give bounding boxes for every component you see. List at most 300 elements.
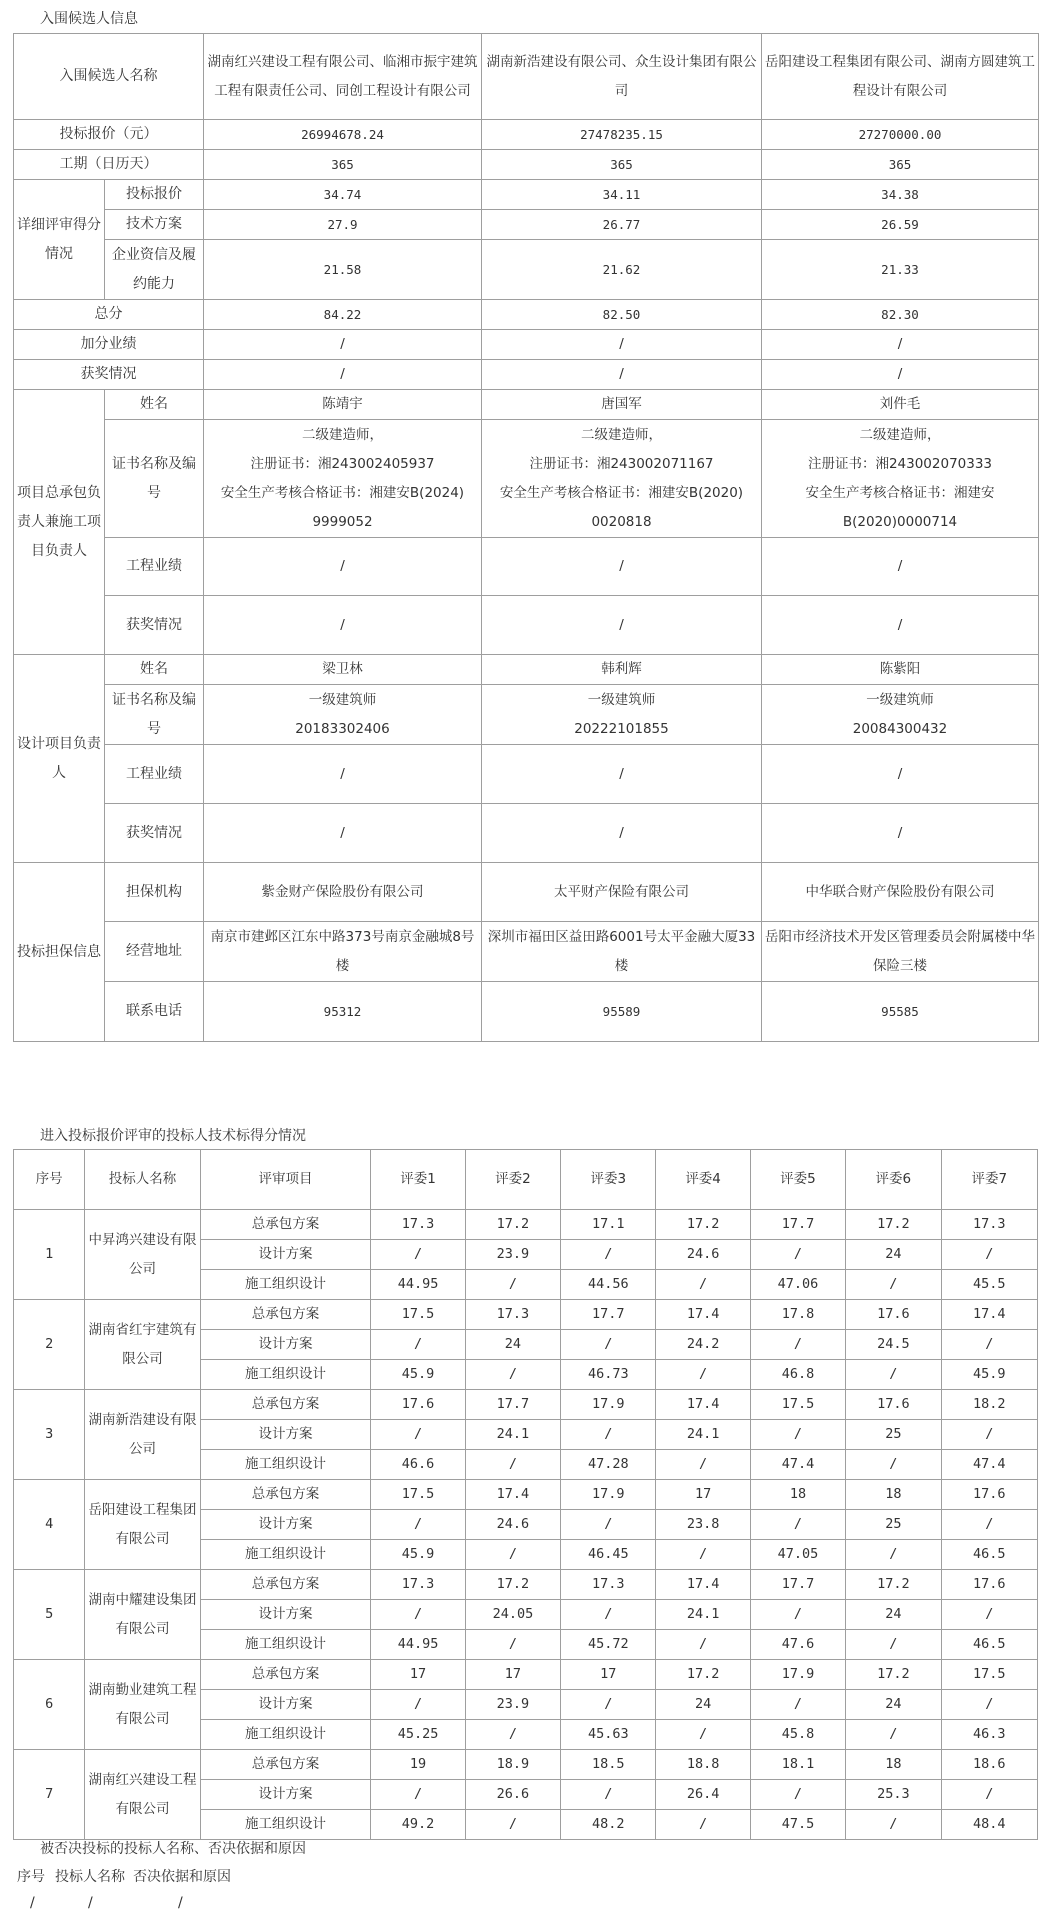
table-row (14, 180, 1039, 210)
judge-score: 44.56 (561, 1270, 656, 1300)
project-manager-name-label: 姓名 (105, 390, 204, 420)
bidder-name: 湖南红兴建设工程有限公司 (85, 1750, 200, 1840)
design-lead-name-value: 韩利辉 (482, 655, 762, 685)
table-row (14, 120, 1039, 150)
design-lead-cert-label: 证书名称及编号 (105, 685, 204, 745)
col-header-judge-1: 评委1 (371, 1150, 465, 1210)
bid-price-value: 26994678.24 (204, 120, 482, 150)
design-lead-perf-value: / (204, 745, 482, 804)
judge-score: / (465, 1630, 560, 1660)
judge-score: / (846, 1720, 941, 1750)
table-row (14, 596, 1039, 655)
guarantee-org-label: 担保机构 (105, 863, 204, 922)
project-manager-name-value: 刘件毛 (762, 390, 1039, 420)
judge-score: 45.9 (371, 1360, 465, 1390)
judge-score: / (750, 1780, 845, 1810)
duration-value: 365 (204, 150, 482, 180)
guarantee-addr-value: 南京市建邺区江东中路373号南京金融城8号楼 (204, 922, 482, 982)
project-manager-group-label: 项目总承包负责人兼施工项目负责人 (14, 390, 105, 655)
project-manager-perf-value: / (204, 538, 482, 596)
review-item-label: 设计方案 (200, 1420, 371, 1450)
table-row (14, 300, 1039, 330)
design-lead-perf-value: / (762, 745, 1039, 804)
candidate-name-2: 湖南新浩建设有限公司、众生设计集团有限公司 (482, 34, 762, 120)
judge-score: / (561, 1600, 656, 1630)
detail-score-value: 34.74 (204, 180, 482, 210)
rejected-header-name: 投标人名称 (55, 1869, 125, 1885)
judge-score: / (561, 1240, 656, 1270)
judge-score: / (656, 1720, 750, 1750)
table-row (14, 330, 1039, 360)
judge-score: 18.5 (561, 1750, 656, 1780)
design-lead-perf-value: / (482, 745, 762, 804)
design-lead-award-value: / (482, 804, 762, 863)
table-row (14, 1390, 1038, 1420)
judge-score: 24.6 (656, 1240, 750, 1270)
total-score-label: 总分 (14, 300, 204, 330)
review-item-label: 设计方案 (200, 1240, 371, 1270)
judge-score: 18.1 (750, 1750, 845, 1780)
rejected-value-reason: / (178, 1895, 183, 1911)
judge-score: 45.9 (371, 1540, 465, 1570)
detail-score-value: 34.11 (482, 180, 762, 210)
guarantee-org-value: 中华联合财产保险股份有限公司 (762, 863, 1039, 922)
judge-score: 17.2 (656, 1660, 750, 1690)
judge-score: 17.2 (846, 1570, 941, 1600)
judge-score: 17.4 (465, 1480, 560, 1510)
judge-score: / (465, 1450, 560, 1480)
detail-score-value: 27.9 (204, 210, 482, 240)
judge-score: / (371, 1330, 465, 1360)
judge-score: / (941, 1600, 1037, 1630)
table-row (14, 420, 1039, 538)
project-manager-perf-label: 工程业绩 (105, 538, 204, 596)
judge-score: 17.6 (371, 1390, 465, 1420)
judge-score: 17.7 (561, 1300, 656, 1330)
judge-score: 45.5 (941, 1270, 1037, 1300)
cell-line: 安全生产考核合格证书：湘建安B(2020) (499, 484, 744, 501)
detail-score-item-label: 投标报价 (105, 180, 204, 210)
judge-score: 17 (465, 1660, 560, 1690)
col-header-judge-6: 评委6 (846, 1150, 941, 1210)
judge-score: 17.8 (750, 1300, 845, 1330)
bonus-performance-value: / (482, 330, 762, 360)
judge-score: / (750, 1600, 845, 1630)
judge-score: 24 (656, 1690, 750, 1720)
review-item-label: 施工组织设计 (200, 1270, 371, 1300)
review-item-label: 总承包方案 (200, 1750, 371, 1780)
col-header-judge-5: 评委5 (750, 1150, 845, 1210)
judge-score: 17.2 (846, 1210, 941, 1240)
judge-score: 23.8 (656, 1510, 750, 1540)
guarantee-phone-value: 95589 (482, 982, 762, 1042)
judge-score: 17.3 (465, 1300, 560, 1330)
judge-score: / (371, 1690, 465, 1720)
judge-score: 17 (371, 1660, 465, 1690)
design-lead-cert-value (482, 685, 762, 745)
design-lead-name-value: 梁卫林 (204, 655, 482, 685)
judge-score: / (656, 1450, 750, 1480)
judge-score: 45.72 (561, 1630, 656, 1660)
judge-score: 24.5 (846, 1330, 941, 1360)
cell-line: 0020818 (591, 513, 652, 530)
project-manager-perf-value: / (762, 538, 1039, 596)
bid-price-value: 27478235.15 (482, 120, 762, 150)
judge-score: 45.8 (750, 1720, 845, 1750)
detail-score-item-label: 技术方案 (105, 210, 204, 240)
guarantee-org-value: 紫金财产保险股份有限公司 (204, 863, 482, 922)
judge-score: / (371, 1240, 465, 1270)
rejected-value-seq: / (30, 1895, 35, 1911)
review-item-label: 总承包方案 (200, 1390, 371, 1420)
judge-score: 17.2 (465, 1570, 560, 1600)
design-lead-award-value: / (204, 804, 482, 863)
judge-score: / (846, 1810, 941, 1840)
design-lead-perf-label: 工程业绩 (105, 745, 204, 804)
project-manager-cert-label: 证书名称及编号 (105, 420, 204, 538)
table-row (14, 538, 1039, 596)
project-manager-name-value: 唐国军 (482, 390, 762, 420)
judge-score: 46.6 (371, 1450, 465, 1480)
judge-score: 24.1 (656, 1600, 750, 1630)
project-manager-award-value: / (482, 596, 762, 655)
judge-score: / (750, 1420, 845, 1450)
design-lead-name-value: 陈紫阳 (762, 655, 1039, 685)
judge-score: 17.5 (371, 1480, 465, 1510)
judge-score: 46.5 (941, 1540, 1037, 1570)
judge-score: 17.4 (941, 1300, 1037, 1330)
judge-score: 24.1 (465, 1420, 560, 1450)
cell-line: 注册证书：湘243002405937 (250, 455, 435, 472)
cell-line: 注册证书：湘243002070333 (807, 455, 993, 472)
project-manager-cert-value (762, 420, 1039, 538)
judge-score: 49.2 (371, 1810, 465, 1840)
bidder-seq: 2 (14, 1300, 85, 1390)
bidder-name: 湖南勤业建筑工程有限公司 (85, 1660, 200, 1750)
rejected-value-name: / (88, 1895, 93, 1911)
awards-value: / (204, 360, 482, 390)
judge-score: / (561, 1420, 656, 1450)
judge-score: 23.9 (465, 1240, 560, 1270)
candidate-name-1: 湖南红兴建设工程有限公司、临湘市振宇建筑工程有限责任公司、同创工程设计有限公司 (204, 34, 482, 120)
candidate-name-3: 岳阳建设工程集团有限公司、湖南方圆建筑工程设计有限公司 (762, 34, 1039, 120)
section3-title: 被否决投标的投标人名称、否决依据和原因 (40, 1841, 306, 1857)
judge-score: 46.3 (941, 1720, 1037, 1750)
bonus-performance-value: / (762, 330, 1039, 360)
judge-score: / (846, 1540, 941, 1570)
table-row (14, 150, 1039, 180)
col-header-judge-4: 评委4 (656, 1150, 750, 1210)
judge-score: 17.4 (656, 1300, 750, 1330)
review-item-label: 施工组织设计 (200, 1540, 371, 1570)
detail-score-value: 21.58 (204, 240, 482, 300)
review-item-label: 设计方案 (200, 1780, 371, 1810)
detail-score-value: 21.33 (762, 240, 1039, 300)
judge-score: 17.6 (941, 1480, 1037, 1510)
guarantee-phone-label: 联系电话 (105, 982, 204, 1042)
bidder-seq: 5 (14, 1570, 85, 1660)
detail-score-item-label: 企业资信及履约能力 (105, 240, 204, 300)
judge-score: 17 (561, 1660, 656, 1690)
design-lead-cert-value (762, 685, 1039, 745)
judge-score: / (656, 1810, 750, 1840)
judge-score: 47.6 (750, 1630, 845, 1660)
duration-label: 工期（日历天） (14, 150, 204, 180)
table-row (14, 390, 1039, 420)
judge-score: 24.1 (656, 1420, 750, 1450)
duration-value: 365 (762, 150, 1039, 180)
judge-score: 17.6 (846, 1390, 941, 1420)
judge-score: 17.5 (371, 1300, 465, 1330)
table-row (14, 863, 1039, 922)
duration-value: 365 (482, 150, 762, 180)
awards-value: / (762, 360, 1039, 390)
col-header-seq: 序号 (14, 1150, 85, 1210)
judge-score: / (750, 1240, 845, 1270)
table-row (14, 804, 1039, 863)
judge-score: / (656, 1270, 750, 1300)
project-manager-perf-value: / (482, 538, 762, 596)
judge-score: / (561, 1330, 656, 1360)
judge-score: / (846, 1270, 941, 1300)
judge-score: 44.95 (371, 1270, 465, 1300)
judge-score: 47.4 (941, 1450, 1037, 1480)
bidder-name: 岳阳建设工程集团有限公司 (85, 1480, 200, 1570)
judge-score: / (371, 1780, 465, 1810)
judge-score: 24.05 (465, 1600, 560, 1630)
judge-score: / (656, 1630, 750, 1660)
judge-score: 17.9 (561, 1390, 656, 1420)
bidder-seq: 4 (14, 1480, 85, 1570)
judge-score: 19 (371, 1750, 465, 1780)
judge-score: / (656, 1360, 750, 1390)
judge-score: 47.28 (561, 1450, 656, 1480)
bid-price-value: 27270000.00 (762, 120, 1039, 150)
judge-score: 48.2 (561, 1810, 656, 1840)
design-lead-name-label: 姓名 (105, 655, 204, 685)
cell-line: B(2020)0000714 (842, 513, 958, 530)
judge-score: 45.25 (371, 1720, 465, 1750)
cell-line: 一级建筑师 (587, 691, 656, 708)
judge-score: / (465, 1360, 560, 1390)
bidder-name: 中昇鸿兴建设有限公司 (85, 1210, 200, 1300)
judge-score: / (465, 1810, 560, 1840)
judge-score: 47.5 (750, 1810, 845, 1840)
project-manager-cert-value (204, 420, 482, 538)
table-row (14, 210, 1039, 240)
section2-title: 进入投标报价评审的投标人技术标得分情况 (40, 1128, 306, 1144)
review-item-label: 施工组织设计 (200, 1720, 371, 1750)
judge-score: 24.2 (656, 1330, 750, 1360)
judge-score: / (750, 1690, 845, 1720)
review-item-label: 设计方案 (200, 1510, 371, 1540)
rejected-header-reason: 否决依据和原因 (133, 1869, 231, 1885)
table-row (14, 360, 1039, 390)
review-item-label: 施工组织设计 (200, 1630, 371, 1660)
judge-score: 18.9 (465, 1750, 560, 1780)
cell-line: 二级建造师， (859, 426, 941, 443)
judge-score: 47.05 (750, 1540, 845, 1570)
detail-score-value: 34.38 (762, 180, 1039, 210)
judge-score: / (465, 1720, 560, 1750)
candidate-info-table (13, 33, 1039, 1042)
bidder-name: 湖南省红宇建筑有限公司 (85, 1300, 200, 1390)
guarantee-group-label: 投标担保信息 (14, 863, 105, 1042)
cell-line: 一级建筑师 (866, 691, 934, 708)
judge-score: 46.45 (561, 1540, 656, 1570)
judge-score: 44.95 (371, 1630, 465, 1660)
bidder-seq: 1 (14, 1210, 85, 1300)
judge-score: / (371, 1420, 465, 1450)
cell-line: 安全生产考核合格证书：湘建安B(2024) (220, 484, 465, 501)
design-lead-award-label: 获奖情况 (105, 804, 204, 863)
bonus-performance-value: / (204, 330, 482, 360)
guarantee-addr-value: 岳阳市经济技术开发区管理委员会附属楼中华保险三楼 (762, 922, 1039, 982)
bidder-name: 湖南中耀建设集团有限公司 (85, 1570, 200, 1660)
judge-score: 17.7 (465, 1390, 560, 1420)
judge-score: 17.5 (750, 1390, 845, 1420)
judge-score: 24 (846, 1690, 941, 1720)
detail-score-value: 21.62 (482, 240, 762, 300)
judge-score: / (941, 1240, 1037, 1270)
table-row (14, 1480, 1038, 1510)
guarantee-org-value: 太平财产保险有限公司 (482, 863, 762, 922)
judge-score: / (941, 1420, 1037, 1450)
judge-score: 17.4 (656, 1390, 750, 1420)
review-item-label: 设计方案 (200, 1690, 371, 1720)
judge-score: 17.2 (656, 1210, 750, 1240)
review-item-label: 设计方案 (200, 1330, 371, 1360)
judge-score: 26.4 (656, 1780, 750, 1810)
total-score-value: 82.30 (762, 300, 1039, 330)
judge-score: / (750, 1510, 845, 1540)
judge-score: 17.1 (561, 1210, 656, 1240)
judge-score: / (465, 1270, 560, 1300)
table-row (14, 982, 1039, 1042)
bonus-performance-label: 加分业绩 (14, 330, 204, 360)
judge-score: 17.3 (941, 1210, 1037, 1240)
guarantee-phone-value: 95312 (204, 982, 482, 1042)
col-header-bidder: 投标人名称 (85, 1150, 200, 1210)
judge-score: 24 (846, 1240, 941, 1270)
table-row (14, 685, 1039, 745)
table-row (14, 240, 1039, 300)
judge-score: 24.6 (465, 1510, 560, 1540)
total-score-value: 84.22 (204, 300, 482, 330)
judge-score: 17.5 (941, 1660, 1037, 1690)
judge-score: 18.2 (941, 1390, 1037, 1420)
judge-score: 18 (846, 1750, 941, 1780)
cell-line: 二级建造师， (302, 426, 383, 443)
table-row (14, 922, 1039, 982)
judge-score: / (941, 1330, 1037, 1360)
judge-score: / (941, 1690, 1037, 1720)
judge-score: 26.6 (465, 1780, 560, 1810)
judge-score: 18 (750, 1480, 845, 1510)
project-manager-award-value: / (204, 596, 482, 655)
table-row (14, 1660, 1038, 1690)
judge-score: 18.6 (941, 1750, 1037, 1780)
judge-score: / (846, 1630, 941, 1660)
judge-score: / (941, 1780, 1037, 1810)
project-manager-cert-value (482, 420, 762, 538)
cell-line: 注册证书：湘243002071167 (529, 455, 714, 472)
rejected-header-seq: 序号 (17, 1869, 45, 1885)
judge-score: / (846, 1360, 941, 1390)
judge-score: / (561, 1780, 656, 1810)
judge-score: / (941, 1510, 1037, 1540)
judge-score: 25.3 (846, 1780, 941, 1810)
bidder-seq: 3 (14, 1390, 85, 1480)
table-row (14, 1750, 1038, 1780)
table-row (14, 1300, 1038, 1330)
review-item-label: 总承包方案 (200, 1570, 371, 1600)
table-row (14, 745, 1039, 804)
judge-score: 17.9 (561, 1480, 656, 1510)
judge-score: 48.4 (941, 1810, 1037, 1840)
guarantee-phone-value: 95585 (762, 982, 1039, 1042)
table-row (14, 1570, 1038, 1600)
judge-score: 45.63 (561, 1720, 656, 1750)
design-lead-group-label: 设计项目负责人 (14, 655, 105, 863)
judge-score: 23.9 (465, 1690, 560, 1720)
tech-score-table (13, 1149, 1038, 1840)
judge-score: 17.3 (561, 1570, 656, 1600)
table-row (14, 34, 1039, 120)
review-item-label: 总承包方案 (200, 1660, 371, 1690)
judge-score: / (371, 1600, 465, 1630)
section1-title: 入围候选人信息 (40, 11, 138, 27)
judge-score: 18 (846, 1480, 941, 1510)
awards-label: 获奖情况 (14, 360, 204, 390)
design-lead-cert-value (204, 685, 482, 745)
project-manager-award-label: 获奖情况 (105, 596, 204, 655)
judge-score: 46.73 (561, 1360, 656, 1390)
col-header-judge-7: 评委7 (941, 1150, 1037, 1210)
cell-line: 一级建筑师 (308, 691, 377, 708)
judge-score: 25 (846, 1420, 941, 1450)
guarantee-addr-value: 深圳市福田区益田路6001号太平金融大厦33楼 (482, 922, 762, 982)
judge-score: 24 (465, 1330, 560, 1360)
col-header-judge-2: 评委2 (465, 1150, 560, 1210)
bid-price-label: 投标报价（元） (14, 120, 204, 150)
review-item-label: 施工组织设计 (200, 1450, 371, 1480)
judge-score: 17.2 (465, 1210, 560, 1240)
judge-score: 25 (846, 1510, 941, 1540)
detail-score-label: 详细评审得分情况 (14, 180, 105, 300)
judge-score: / (465, 1540, 560, 1570)
judge-score: 46.5 (941, 1630, 1037, 1660)
review-item-label: 总承包方案 (200, 1210, 371, 1240)
cell-line: 20183302406 (295, 720, 390, 737)
judge-score: / (846, 1450, 941, 1480)
table-row (14, 655, 1039, 685)
judge-score: 17.7 (750, 1210, 845, 1240)
cell-line: 安全生产考核合格证书：湘建安 (805, 484, 995, 501)
judge-score: 17.9 (750, 1660, 845, 1690)
judge-score: / (750, 1330, 845, 1360)
judge-score: 17.6 (846, 1300, 941, 1330)
judge-score: 45.9 (941, 1360, 1037, 1390)
judge-score: 47.06 (750, 1270, 845, 1300)
col-header-item: 评审项目 (200, 1150, 371, 1210)
cell-line: 20222101855 (574, 720, 669, 737)
judge-score: / (656, 1540, 750, 1570)
judge-score: 17.3 (371, 1210, 465, 1240)
judge-score: / (561, 1690, 656, 1720)
judge-score: 46.8 (750, 1360, 845, 1390)
judge-score: 18.8 (656, 1750, 750, 1780)
